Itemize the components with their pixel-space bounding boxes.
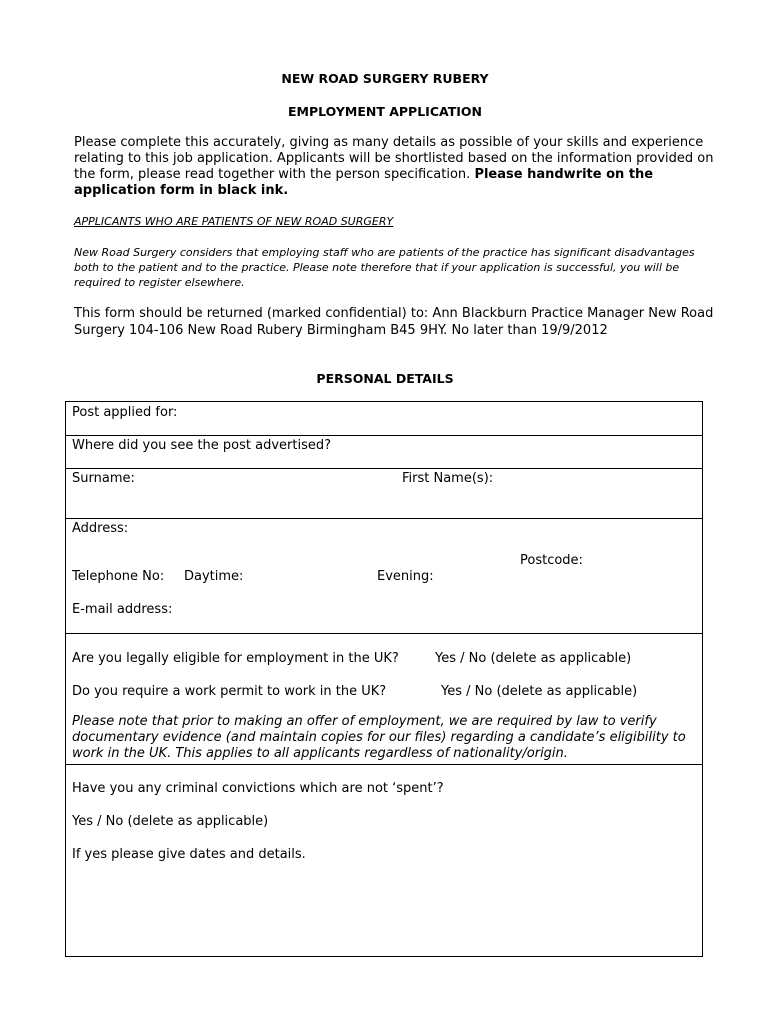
personal-details-title: PERSONAL DETAILS: [316, 371, 454, 386]
convictions-question: Have you any criminal convictions which are not ‘spent’?: [72, 781, 444, 796]
personal-details-form: [65, 401, 703, 957]
convictions-details-label: If yes please give dates and details.: [72, 847, 306, 862]
divider: [66, 468, 702, 469]
postcode-label: Postcode:: [520, 553, 583, 568]
eligible-answer: Yes / No (delete as applicable): [435, 651, 632, 666]
permit-question: Do you require a work permit to work in the UK?: [72, 684, 387, 699]
intro-text: Please complete this accurately, giving as many details as possible of your skills and experience relating to this job application. Applicants will be shortlisted based on the information provided on the form, please read together with the person specification.: [74, 135, 714, 182]
post-applied-label: Post applied for:: [72, 405, 178, 420]
divider: [66, 518, 702, 519]
form-title: EMPLOYMENT APPLICATION: [288, 104, 482, 119]
divider: [66, 764, 702, 765]
telephone-label: Telephone No:: [72, 569, 165, 584]
daytime-label: Daytime:: [184, 569, 244, 584]
patients-body: New Road Surgery considers that employing staff who are patients of the practice has significant disadvantages both to the patient and to the practice. Please note therefore that if your application is successful, you will be required to register elsewhere.: [74, 246, 695, 289]
surname-label: Surname:: [72, 471, 135, 486]
return-note: This form should be returned (marked confidential) to: Ann Blackburn Practice Manager New Road Surgery 104-106 New Road Rubery Birmingham B45 9HY. No later than 19/9/2012: [74, 306, 714, 338]
legal-note: Please note that prior to making an offer of employment, we are required by law to verify documentary evidence (and maintain copies for our files) regarding a candidate’s eligibility to work in the UK. This applies to all applicants regardless of nationality/origin.: [72, 714, 686, 761]
where-advertised-label: Where did you see the post advertised?: [72, 438, 332, 453]
email-label: E-mail address:: [72, 602, 173, 617]
divider: [66, 435, 702, 436]
intro-paragraph: [74, 135, 714, 199]
convictions-answer: Yes / No (delete as applicable): [72, 814, 269, 829]
address-label: Address:: [72, 521, 129, 536]
patients-heading: APPLICANTS WHO ARE PATIENTS OF NEW ROAD SURGERY: [74, 215, 394, 228]
eligible-question: Are you legally eligible for employment in the UK?: [72, 651, 399, 666]
permit-answer: Yes / No (delete as applicable): [441, 684, 638, 699]
first-names-label: First Name(s):: [402, 471, 494, 486]
practice-name: NEW ROAD SURGERY RUBERY: [281, 71, 489, 86]
divider: [66, 633, 702, 634]
intro-emphasis: Please handwrite on the application form in black ink.: [74, 167, 654, 198]
evening-label: Evening:: [377, 569, 434, 584]
